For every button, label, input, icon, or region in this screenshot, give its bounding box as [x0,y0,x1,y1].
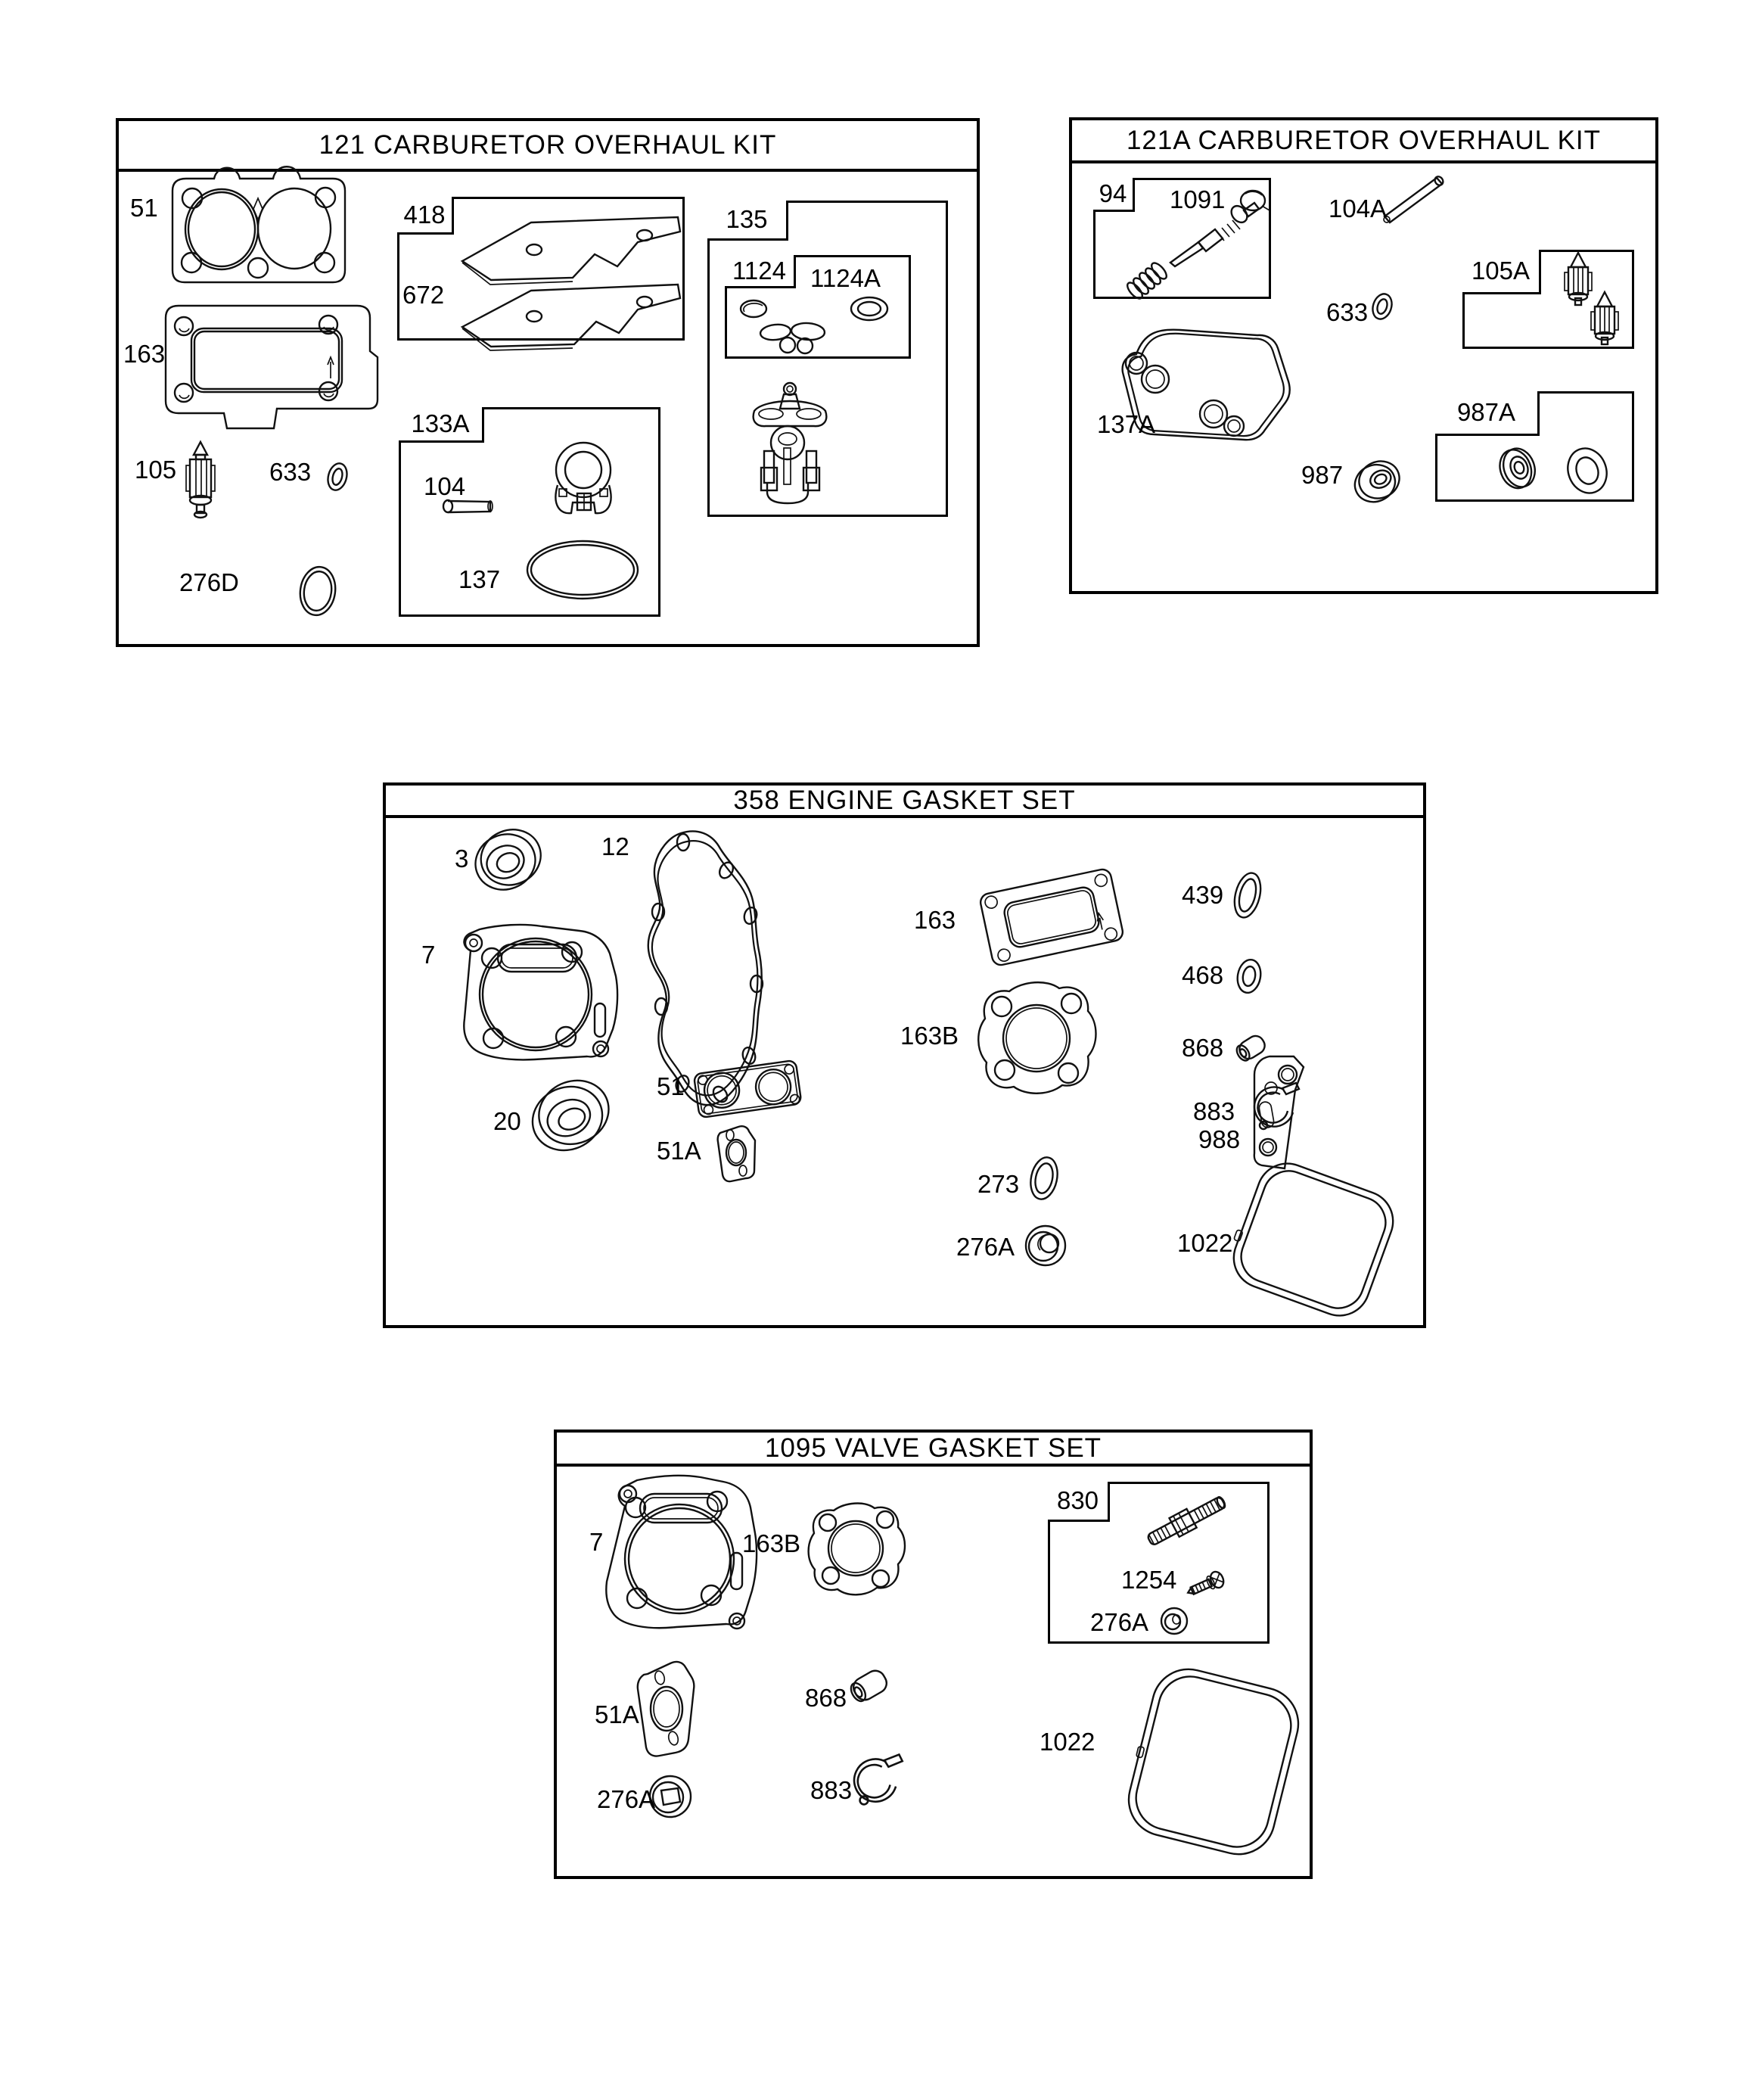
part-label-988: 988 [1198,1125,1241,1153]
part-label-51: 51 [130,194,158,222]
callout-box-135: 135 [707,201,788,241]
callout-box-830: 830 [1048,1482,1110,1522]
part-label-12: 12 [601,832,629,860]
part-label-51a-358: 51A [657,1137,701,1165]
part-label-276a-358: 276A [956,1233,1015,1261]
part-label-3: 3 [455,845,469,873]
part-label-51a-1095: 51A [595,1700,639,1728]
part-label-137a: 137A [1097,410,1156,438]
part-label-163-358: 163 [914,906,956,934]
part-label-1091: 1091 [1170,185,1226,213]
part-label-7: 7 [421,941,436,969]
part-label-137: 137 [458,565,501,593]
part-label-987: 987 [1301,461,1344,489]
part-label-276d: 276D [179,568,239,596]
callout-box-1124: 1124 [725,255,796,288]
part-label-1254: 1254 [1121,1566,1177,1594]
callout-box-987a: 987A [1435,391,1540,436]
sub-box-135 [707,201,948,517]
part-label-163b-1095: 163B [742,1529,801,1557]
part-label-1124a: 1124A [810,264,881,292]
part-label-468: 468 [1182,961,1224,989]
kit121A-title: 121A CARBURETOR OVERHAUL KIT [1126,125,1602,155]
set1095-title: 1095 VALVE GASKET SET [764,1433,1102,1463]
part-label-276a-830: 276A [1090,1608,1149,1636]
part-label-105: 105 [135,456,177,484]
part-label-633: 633 [269,458,312,486]
part-label-883: 883 [1193,1097,1235,1125]
part-label-633a: 633 [1326,298,1369,326]
part-label-104a: 104A [1329,194,1388,222]
part-label-163b-358: 163B [900,1022,959,1050]
part-label-868: 868 [1182,1034,1224,1062]
part-label-439: 439 [1182,881,1224,909]
group-title-bar [1072,120,1655,163]
part-label-7-1095: 7 [589,1528,604,1556]
part-label-20: 20 [493,1107,521,1135]
callout-box-133a: 133A [399,407,484,443]
part-label-1022-1095: 1022 [1040,1728,1095,1756]
part-label-273: 273 [977,1170,1020,1198]
group-box-358-engine-gasket-set [383,782,1426,1328]
part-label-1022-358: 1022 [1177,1229,1233,1257]
group-title-bar [119,121,977,172]
group-title-bar [386,786,1423,818]
part-label-51-358: 51 [657,1072,685,1100]
kit121-title: 121 CARBURETOR OVERHAUL KIT [319,129,777,160]
part-label-163: 163 [123,340,166,368]
part-label-868-1095: 868 [805,1684,847,1712]
part-label-276a-1095: 276A [597,1785,656,1813]
part-label-672: 672 [402,281,445,309]
callout-box-418: 418 [397,197,454,235]
callout-box-94: 94 [1093,178,1135,212]
part-label-883-1095: 883 [810,1776,853,1804]
callout-box-105a: 105A [1462,250,1541,294]
set358-title: 358 ENGINE GASKET SET [733,785,1076,815]
part-label-104: 104 [424,472,466,500]
group-title-bar [557,1433,1310,1467]
